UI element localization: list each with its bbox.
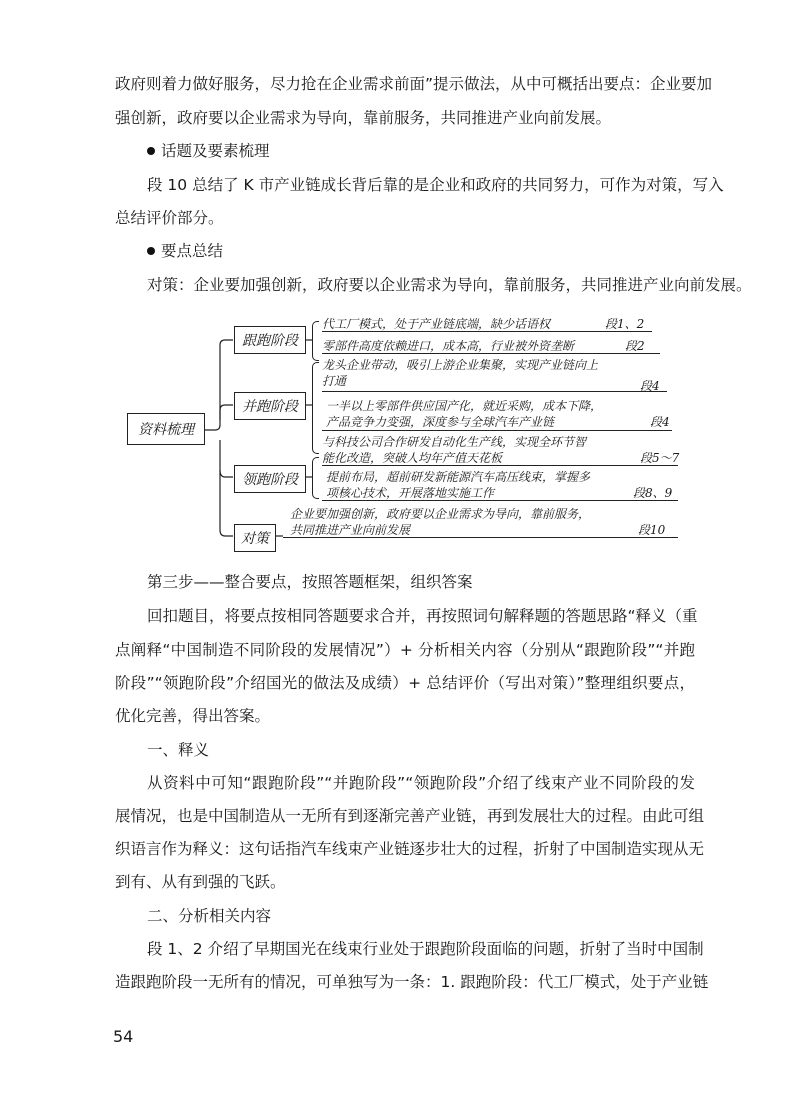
section-heading: 二、分析相关内容 — [147, 907, 272, 925]
note-underline — [283, 537, 678, 538]
note-underline — [322, 500, 678, 501]
stage-node — [234, 326, 306, 354]
note-text: 企业要加强创新，政府要以企业需求为导向，靠前服务， — [290, 507, 591, 521]
note-underline — [322, 331, 652, 332]
note-text: 龙头企业带动，吸引上游企业集聚，实现产业链向上 — [322, 358, 599, 372]
stage-label: 跟跑阶段 — [242, 333, 298, 349]
paragraph-line: 展情况，也是中国制造从一无所有到逐渐完善产业链，再到发展壮大的过程。由此可组 — [115, 807, 705, 825]
bracket — [312, 321, 319, 361]
note-underline — [322, 391, 667, 392]
paragraph-line: 段 10 总结了 K 市产业链成长背后靠的是企业和政府的共同努力，可作为对策，写入 — [147, 176, 724, 194]
stage-node — [234, 392, 306, 420]
connector-line — [220, 440, 233, 477]
page-number: 54 — [113, 1027, 134, 1046]
section-heading-text: 要点总结 — [161, 242, 224, 260]
root-node-label: 资料梳理 — [138, 422, 194, 438]
paragraph-line: 回扣题目，将要点按相同答题要求合并，再按照词句解释题的答题思路“释义（重 — [147, 607, 698, 625]
stage-label: 领跑阶段 — [242, 472, 298, 488]
note-ref: 段2 — [625, 339, 645, 353]
connector-line — [205, 340, 233, 430]
paragraph-line: 强创新，政府要以企业需求为导向，靠前服务，共同推进产业向前发展。 — [115, 109, 612, 127]
paragraph-line: 总结评价部分。 — [115, 209, 224, 227]
note-text: 零部件高度依赖进口，成本高，行业被外资垄断 — [322, 339, 575, 353]
stage-node — [234, 465, 306, 493]
paragraph-line: 段 1、2 介绍了早期国光在线束行业处于跟跑阶段面临的问题，折射了当时中国制 — [147, 940, 704, 958]
paragraph-line: 对策：企业要加强创新，政府要以企业需求为导向，靠前服务，共同推进产业向前发展。 — [147, 276, 752, 294]
paragraph-line: 政府则着力做好服务，尽力抢在企业需求前面”提示做法，从中可概括出要点：企业要加 — [115, 75, 713, 93]
paragraph-line: 织语言作为释义：这句话指汽车线束产业链逐步壮大的过程，折射了中国制造实现从无 — [115, 840, 705, 858]
note-text: 共同推进产业向前发展 — [290, 523, 411, 537]
stage-label: 并跑阶段 — [242, 399, 298, 415]
bracket — [312, 362, 319, 454]
note-text: 产品竞争力变强，深度参与全球汽车产业链 — [326, 415, 555, 429]
stage-label: 对策 — [241, 531, 269, 547]
note-ref: 段1、2 — [605, 317, 645, 331]
note-text: 一半以上零部件供应国产化，就近采购，成本下降， — [326, 399, 603, 413]
note-underline — [322, 353, 660, 354]
paragraph-line: 阶段”“领跑阶段”介绍国光的做法及成绩）+ 总结评价（写出对策）”整理组织要点， — [115, 674, 695, 692]
note-ref: 段5～7 — [640, 451, 680, 465]
note-text: 提前布局，超前研发新能源汽车高压线束，掌握多 — [326, 470, 591, 484]
paragraph-line: 优化完善，得出答案。 — [115, 707, 271, 725]
note-text: 项核心技术，开展落地实施工作 — [326, 486, 495, 500]
section-heading-text: 话题及要素梳理 — [161, 142, 270, 160]
paragraph-line: 点阐释“中国制造不同阶段的发展情况”）+ 分析相关内容（分别从“跟跑阶段”“并跑 — [115, 641, 695, 659]
note-text: 打通 — [322, 374, 347, 388]
section-heading: 一、释义 — [147, 741, 210, 759]
stage-node — [234, 524, 276, 552]
paragraph-line: 从资料中可知“跟跑阶段”“并跑阶段”“领跑阶段”介绍了线束产业不同阶段的发 — [147, 774, 695, 792]
note-underline — [322, 430, 672, 431]
connector-line — [220, 470, 233, 536]
note-ref: 段4 — [640, 379, 660, 393]
note-text: 代工厂模式，处于产业链底端，缺少话语权 — [322, 317, 551, 331]
paragraph-line: 造跟跑阶段一无所有的情况，可单独写为一条：1. 跟跑阶段：代工厂模式，处于产业链 — [115, 973, 709, 991]
note-ref: 段10 — [638, 523, 666, 537]
note-ref: 段8、9 — [633, 486, 673, 500]
bracket — [312, 457, 319, 499]
connector-line — [220, 405, 233, 420]
note-underline — [322, 465, 678, 466]
note-text: 能化改造，突破人均年产值天花板 — [322, 451, 503, 465]
step-heading: 第三步——整合要点，按照答题框架，组织答案 — [147, 573, 473, 591]
note-text: 与科技公司合作研发自动化生产线，实现全环节智 — [322, 435, 587, 449]
root-node — [127, 413, 205, 445]
note-ref: 段4 — [650, 415, 670, 429]
paragraph-line: 到有、从有到强的飞跃。 — [115, 873, 286, 891]
